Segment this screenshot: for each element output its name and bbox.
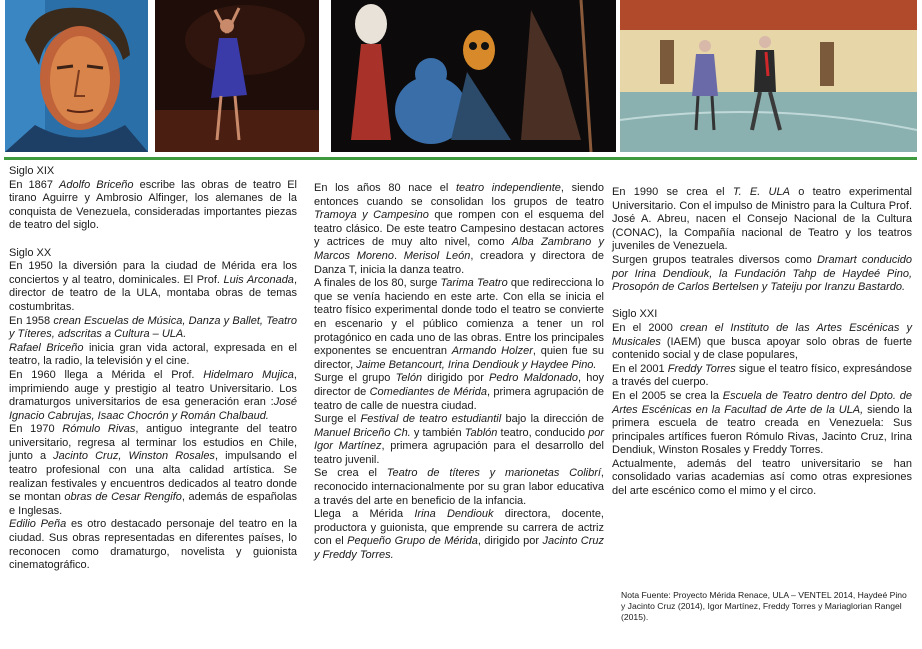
italic-text: conducido por Irina Dendiouk, la Fundación Tahp de Haydeé Pino, Prosopón de Carlos Bertelsen y Tateiju por Iranzu Bastardo. [612,253,913,294]
italic-text: Irina Dendiouk [414,508,494,521]
paragraph [314,508,604,562]
text-run: . [394,249,404,262]
text-run: En 1958 [9,314,54,327]
paragraph [612,363,912,390]
text-run: , reconocido internacionalmente por su gran labor educativa a través del arte en beneficio de la infancia. [314,467,604,507]
text-run: , director de teatro de la ULA, montaba obras de temas costumbritas. [9,273,297,313]
text-run: Se crea el [314,467,387,480]
text-run: directora, docente, productora y guionista, que emprende su carrera de actriz con el [314,508,604,548]
italic-text: Pequeño Grupo de Mérida [347,535,478,548]
italic-text: Tramoya y Campesino [314,209,429,222]
dancer-photo [155,0,319,152]
paragraph [612,390,912,458]
paragraph [612,458,912,499]
italic-text: T. E. ULA [732,186,790,198]
italic-text: Jaime Betancourt, Irina Dendiouk y Haydee Pino. [356,358,597,371]
paragraph [9,369,297,423]
italic-text: Telón [395,372,423,385]
source-note [621,590,913,623]
text-run: En 1970 [9,423,63,436]
text-run: , además de españolas e Inglesas. [9,491,297,517]
paragraph [612,254,912,295]
paragraph [612,322,912,363]
italic-text: Tablón [464,426,498,439]
text-run: En el 2000 [612,321,680,334]
text-run: , dirigido por [477,535,543,548]
green-divider [4,157,917,160]
italic-text: Tarima Teatro [440,277,508,290]
italic-text: José Ignacio Cabrujas, Isaac Chocrón y Román Chalbaud. [9,396,297,422]
text-run: En el 2001 [612,362,668,375]
text-run: siendo la primera escuela de teatro creada en Venezuela: Sus principales artífices fueron Rómulo Rivas, Jacinto Cruz, Irina Dendiuk, Winston Rosales y Freddy Torres. [612,403,912,457]
italic-text: Escuela de Teatro dentro del Dpto. de Artes Escénicas en la Facultad de Arte de la ULA, [612,389,913,416]
italic-text: crean Escuelas de Música, Danza y Ballet, Teatro y Títeres, adscritas a Cultura – ULA. [9,314,297,341]
column-2 [314,182,604,563]
text-run: En el 2005 se crea la [612,389,723,402]
paragraph [314,467,604,508]
text-run: , hoy director de [314,372,604,398]
puppets-photo [331,0,616,152]
source-note-text: Nota Fuente: Proyecto Mérida Renace, ULA – VENTEL 2014, Haydeé Pino y Jacinto Cruz (2014), Igor Martínez, Freddy Torres y Mariaglorian Rangel (2015). [621,590,907,622]
text-run: , siendo entonces cuando se consolidan los grupos de teatro [314,182,605,208]
italic-text: Adolfo Briceño [59,178,134,191]
italic-text: Pedro Maldonado [489,372,579,385]
text-run: , quien fue su director, [314,345,604,371]
italic-text: Merisol León [403,249,471,262]
italic-text: Alba Zambrano y Marcos Moreno [314,236,604,262]
text-run: , impulsando el teatro profesional con una alta calidad artística. Se realizan festivales y encuentros dedicados al teatro donde se montan [9,450,297,504]
text-run: teatro, conducido [497,426,589,439]
italic-text: teatro independiente [455,182,561,194]
italic-text: Edilio Peña [9,518,67,531]
text-run: que rompen con el esquema del teatro clásico. De este teatro Campesino destacan actores y actrices de muy alto nivel, como [314,209,604,249]
paragraph [314,372,604,413]
paragraph [314,277,604,372]
paragraph [9,315,297,342]
text-run: Surge el grupo [314,372,396,385]
text-run: bajo la dirección de [501,413,605,426]
italic-text: Dramart [816,253,857,266]
italic-text: Jacinto Cruz, Winston Rosales [53,450,215,463]
text-run: , creadora y directora de Danza T, inicia la danza teatro. [314,249,604,276]
heading-siglo-xxi: Siglo XXI [612,308,658,321]
text-run: o teatro experimental Universitario. Con el impulso de Ministro para la Cultura Prof. José A. Abreu, nacen el Consejo Nacional de la Cultura (CONAC), la Compañía nacional de Teatro y los teatros juveniles de Venezuela. [612,186,913,253]
text-run: Surge el [314,413,361,426]
text-run: , primera agrupación para el desarrollo del teatro juvenil. [314,440,604,466]
text-run: Actualmente, además del teatro universitario se han consolidado varias academias así como otras expresiones del arte escénico como el mimo y el circo. [612,457,912,498]
text-run: que redirecciona lo que se venía haciendo en este arte. Con ella se inicia el teatro físico experimental donde todo el teatro se convierte en escenario y el público comienza a tener un rol protagónico en cada uno de las obras. Entre los principales exponentes se encuentran [314,277,604,358]
text-run: Llega a Mérida [314,508,415,521]
paragraph [612,186,912,254]
italic-text: Manuel Briceño Ch. [314,426,411,439]
italic-text: Armando Holzer [451,345,533,358]
column-1 [9,165,297,573]
italic-text: Festival de teatro estudiantil [360,413,502,426]
text-run: , antiguo integrante del teatro universitario, regresa al terminar los estudios en Chile, junto a [9,423,297,463]
text-run: sigue el teatro físico, expresándose a través del cuerpo. [612,362,913,389]
italic-text: Luis Arconada [223,273,294,286]
paragraph [314,413,604,467]
text-run: En 1990 se crea el [612,186,733,198]
text-run: , primera agrupación de teatro de calle de nuestra ciudad. [314,385,604,412]
italic-text: Teatro de títeres y marionetas Colibrí [386,467,601,480]
italic-text: crean el Instituto de las Artes Escénicas y Musicales [612,321,912,348]
italic-text: Freddy Torres [667,362,736,375]
text-run: es otro destacado personaje del teatro en la ciudad. Sus obras representadas en diferentes países, lo reconocen como dramaturgo, novelista y guionista cinematográfico. [9,518,297,572]
photo-strip [0,0,922,157]
italic-text: Rafael Briceño [9,341,84,354]
italic-text: Rómulo Rivas [62,423,136,436]
italic-text: Comediantes de Mérida [369,385,487,398]
heading-siglo-xix: Siglo XIX [9,165,55,177]
column-3 [612,186,912,499]
text-run: inicia gran vida actoral, expresada en el teatro, la radio, la televisión y el cine. [9,341,297,368]
heading-siglo-xx: Siglo XX [9,246,52,259]
text-run: A finales de los 80, surge [314,277,441,290]
text-run: En 1867 [9,178,60,191]
text-run: escribe las obras de teatro El tirano Aguirre y Ambrosio Alfinger, los alemanes de la conquista de Venezuela, consideradas importantes piezas de teatro del siglo. [9,178,297,232]
text-run: En los años 80 nace el [314,182,456,194]
paragraph [9,518,297,572]
paragraph [9,342,297,369]
italic-text: obras de Cesar Rengifo [64,491,182,504]
portrait-painting [5,0,148,152]
street-theatre-photo [620,0,917,152]
text-run: Surgen grupos teatrales diversos como [612,253,817,266]
italic-text: por Igor Martínez [314,426,604,453]
paragraph [314,182,604,277]
italic-text: Jacinto Cruz y Freddy Torres. [314,535,604,562]
text-run: En 1960 llega a Mérida el Prof. [9,368,204,381]
text-run: (IAEM) que busca apoyar solo obras de fuerte contenido social y de clase populares, [612,335,912,362]
text-run: y también [410,426,465,439]
text-run: En 1950 la diversión para la ciudad de Mérida era los conciertos y al teatro, dominicales. El Prof. [9,260,297,286]
paragraph [9,423,297,518]
paragraph [9,179,297,233]
paragraph [9,260,297,314]
italic-text: Hidelmaro Mujica [203,368,294,381]
text-run: , imprimiendo auge y prestigio al teatro Universitario. Los dramaturgos universitarios de esa generación eran : [9,368,297,409]
text-run: dirigido por [422,372,490,385]
